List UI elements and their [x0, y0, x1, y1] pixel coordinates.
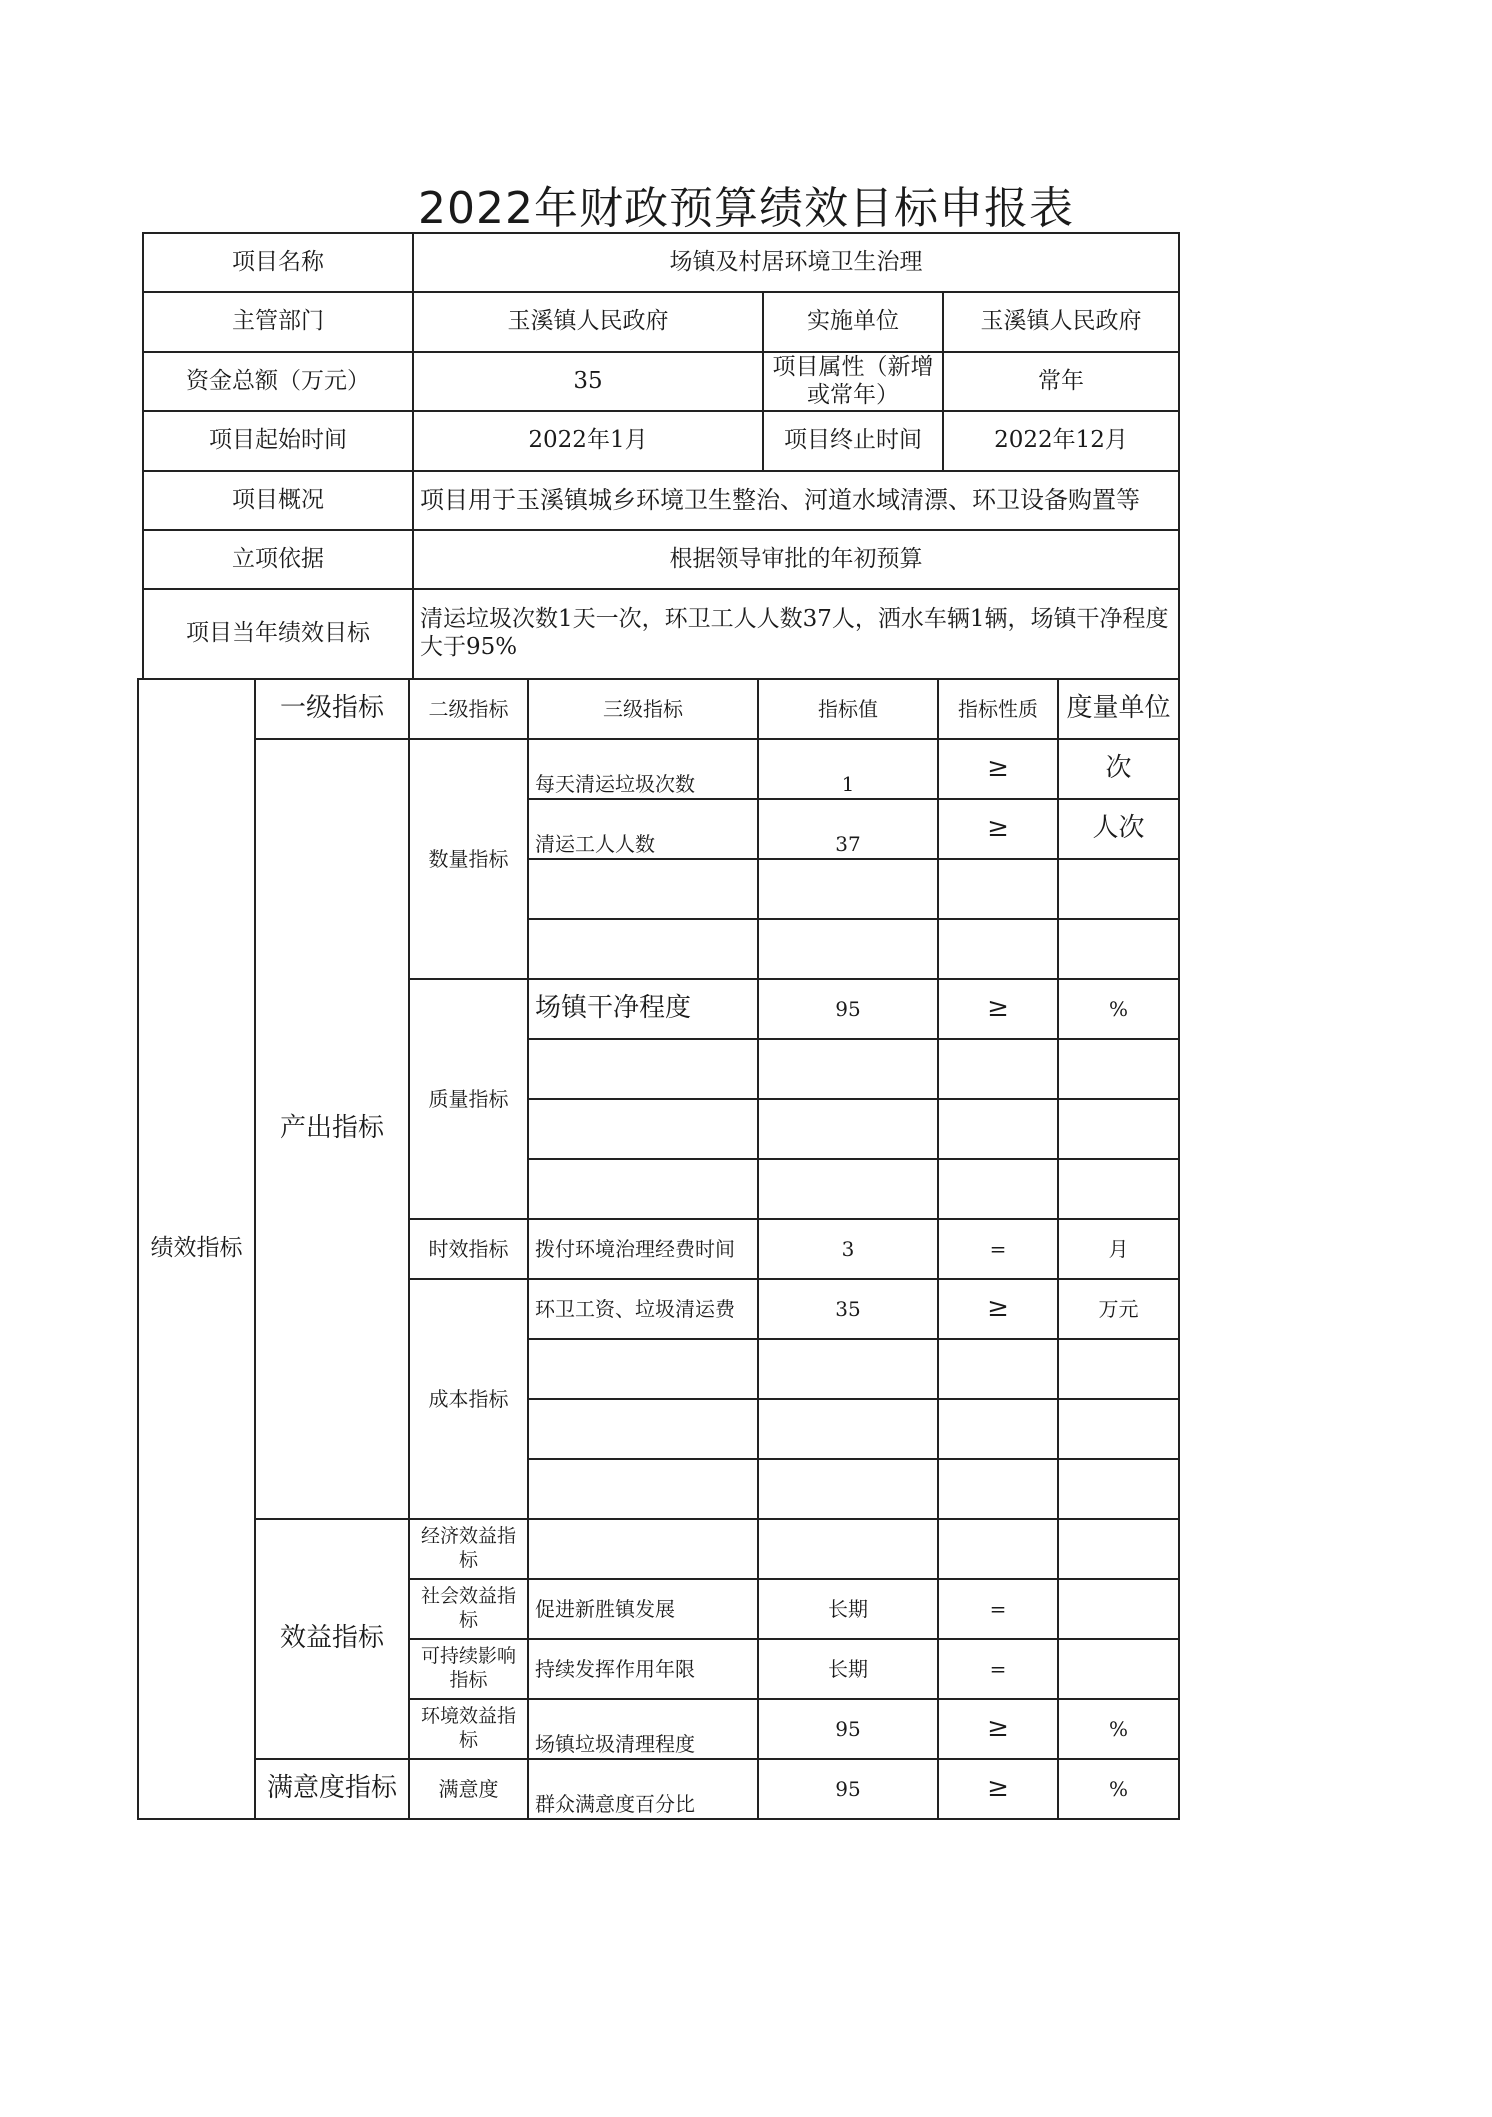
project-attr-value: 常年 [943, 352, 1179, 411]
indicator-name: 场镇垃圾清理程度 [528, 1699, 758, 1759]
indicator-name: 场镇干净程度 [528, 979, 758, 1039]
indicator-group-label: 绩效指标 [138, 679, 255, 1819]
project-attr-label: 项目属性（新增或常年） [763, 352, 943, 411]
empty-cell [1058, 1339, 1179, 1399]
impl-unit-label: 实施单位 [763, 292, 943, 352]
indicator-value: 35 [758, 1279, 938, 1339]
empty-cell [758, 1459, 938, 1519]
project-name-value: 场镇及村居环境卫生治理 [413, 233, 1179, 292]
indicator-unit: 月 [1058, 1219, 1179, 1279]
empty-cell [758, 1159, 938, 1219]
indicator-unit: 次 [1058, 739, 1179, 799]
empty-cell [938, 1399, 1058, 1459]
empty-cell [938, 1459, 1058, 1519]
indicator-value: 1 [758, 739, 938, 799]
indicator-nature: ≥ [938, 1699, 1058, 1759]
empty-cell [1058, 1459, 1179, 1519]
empty-cell [758, 919, 938, 979]
timeliness-indicator-label: 时效指标 [409, 1219, 528, 1279]
project-info-table [142, 232, 1180, 680]
indicator-value: 长期 [758, 1579, 938, 1639]
dept-label: 主管部门 [143, 292, 413, 352]
indicator-unit: % [1058, 1699, 1179, 1759]
empty-cell [528, 919, 758, 979]
empty-cell [938, 1039, 1058, 1099]
indicator-name: 拨付环境治理经费时间 [528, 1219, 758, 1279]
indicator-name: 环卫工资、垃圾清运费 [528, 1279, 758, 1339]
empty-cell [1058, 1519, 1179, 1579]
empty-cell [528, 1459, 758, 1519]
funds-label: 资金总额（万元） [143, 352, 413, 411]
environment-benefit-label: 环境效益指标 [409, 1699, 528, 1759]
indicator-name: 促进新胜镇发展 [528, 1579, 758, 1639]
satisfaction-label: 满意度 [409, 1759, 528, 1819]
indicator-unit [1058, 1639, 1179, 1699]
empty-cell [1058, 1399, 1179, 1459]
page-title: 2022年财政预算绩效目标申报表 [418, 183, 1074, 234]
dept-value: 玉溪镇人民政府 [413, 292, 763, 352]
indicator-unit: 万元 [1058, 1279, 1179, 1339]
empty-cell [528, 859, 758, 919]
indicator-nature: ≥ [938, 1279, 1058, 1339]
indicator-name: 每天清运垃圾次数 [528, 739, 758, 799]
annual-goal-value: 清运垃圾次数1天一次，环卫工人人数37人，洒水车辆1辆，场镇干净程度大于95% [413, 589, 1179, 679]
indicator-value: 长期 [758, 1639, 938, 1699]
empty-cell [1058, 859, 1179, 919]
empty-cell [758, 1519, 938, 1579]
indicator-name: 清运工人人数 [528, 799, 758, 859]
indicator-value: 95 [758, 1699, 938, 1759]
end-time-value: 2022年12月 [943, 411, 1179, 471]
column-header-level2: 二级指标 [409, 679, 528, 739]
empty-cell [1058, 1039, 1179, 1099]
quality-indicator-label: 质量指标 [409, 979, 528, 1219]
output-indicator-label: 产出指标 [255, 739, 409, 1519]
empty-cell [938, 1159, 1058, 1219]
indicator-value: 95 [758, 1759, 938, 1819]
indicator-nature: ≥ [938, 739, 1058, 799]
empty-cell [528, 1399, 758, 1459]
start-time-label: 项目起始时间 [143, 411, 413, 471]
empty-cell [528, 1339, 758, 1399]
empty-cell [528, 1159, 758, 1219]
indicator-nature: = [938, 1219, 1058, 1279]
overview-label: 项目概况 [143, 471, 413, 530]
empty-cell [938, 919, 1058, 979]
sustainability-label: 可持续影响指标 [409, 1639, 528, 1699]
overview-value: 项目用于玉溪镇城乡环境卫生整治、河道水域清漂、环卫设备购置等 [413, 471, 1179, 530]
funds-value: 35 [413, 352, 763, 411]
empty-cell [1058, 919, 1179, 979]
benefit-indicator-label: 效益指标 [255, 1519, 409, 1759]
indicator-value: 3 [758, 1219, 938, 1279]
basis-label: 立项依据 [143, 530, 413, 589]
indicator-nature: ≥ [938, 1759, 1058, 1819]
empty-cell [938, 1339, 1058, 1399]
column-header-nature: 指标性质 [938, 679, 1058, 739]
column-header-level3: 三级指标 [528, 679, 758, 739]
indicator-value: 37 [758, 799, 938, 859]
empty-cell [758, 1039, 938, 1099]
indicator-value: 95 [758, 979, 938, 1039]
empty-cell [528, 1099, 758, 1159]
empty-cell [758, 1399, 938, 1459]
column-header-value: 指标值 [758, 679, 938, 739]
indicator-nature: ≥ [938, 979, 1058, 1039]
cost-indicator-label: 成本指标 [409, 1279, 528, 1519]
empty-cell [528, 1039, 758, 1099]
indicator-unit: % [1058, 979, 1179, 1039]
economic-benefit-label: 经济效益指标 [409, 1519, 528, 1579]
empty-cell [758, 859, 938, 919]
indicator-unit: % [1058, 1759, 1179, 1819]
empty-cell [938, 1519, 1058, 1579]
indicator-nature: = [938, 1579, 1058, 1639]
empty-cell [758, 1339, 938, 1399]
column-header-level1: 一级指标 [255, 679, 409, 739]
annual-goal-label: 项目当年绩效目标 [143, 589, 413, 679]
empty-cell [528, 1519, 758, 1579]
indicator-nature: = [938, 1639, 1058, 1699]
indicator-table [137, 678, 1180, 1820]
empty-cell [938, 859, 1058, 919]
empty-cell [758, 1099, 938, 1159]
quantity-indicator-label: 数量指标 [409, 739, 528, 979]
basis-value: 根据领导审批的年初预算 [413, 530, 1179, 589]
impl-unit-value: 玉溪镇人民政府 [943, 292, 1179, 352]
project-name-label: 项目名称 [143, 233, 413, 292]
indicator-name: 持续发挥作用年限 [528, 1639, 758, 1699]
satisfaction-indicator-label: 满意度指标 [255, 1759, 409, 1819]
start-time-value: 2022年1月 [413, 411, 763, 471]
indicator-unit [1058, 1579, 1179, 1639]
empty-cell [1058, 1099, 1179, 1159]
indicator-nature: ≥ [938, 799, 1058, 859]
indicator-name: 群众满意度百分比 [528, 1759, 758, 1819]
social-benefit-label: 社会效益指标 [409, 1579, 528, 1639]
empty-cell [1058, 1159, 1179, 1219]
empty-cell [938, 1099, 1058, 1159]
end-time-label: 项目终止时间 [763, 411, 943, 471]
indicator-unit: 人次 [1058, 799, 1179, 859]
column-header-unit: 度量单位 [1058, 679, 1179, 739]
